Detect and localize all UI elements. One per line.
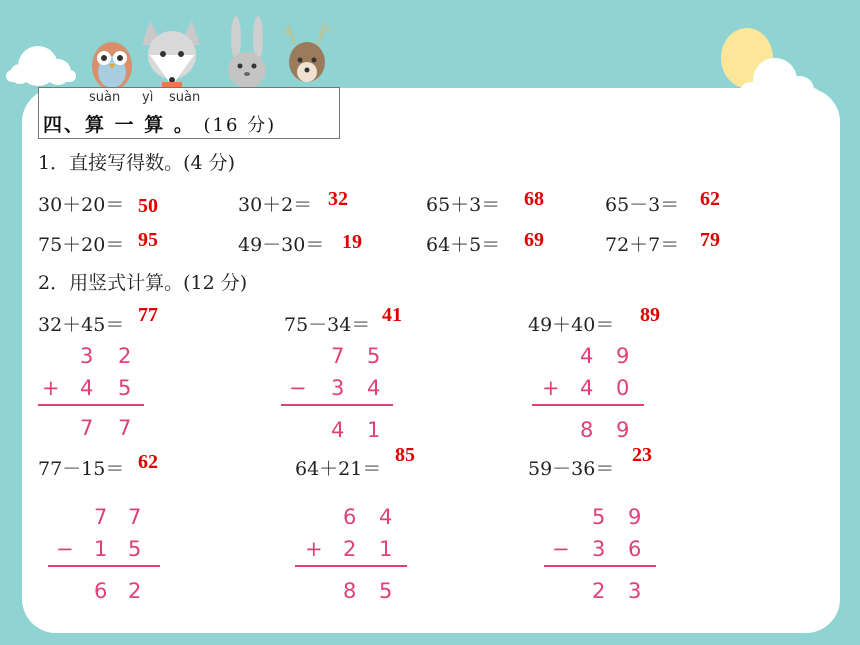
problem-text: 72＋7＝ xyxy=(605,234,680,256)
section1-title: 1．直接写得数。(4 分) xyxy=(38,152,236,174)
answer-text: 95 xyxy=(138,229,158,251)
operator-sign: − xyxy=(552,537,570,561)
rabbit-icon xyxy=(228,16,266,88)
digit: 6 xyxy=(343,505,357,529)
problem-text: 59－36＝ xyxy=(528,458,615,480)
answer-text: 89 xyxy=(640,304,660,326)
fox-icon xyxy=(142,20,200,88)
problem-text: 77－15＝ xyxy=(38,458,125,480)
owl-icon xyxy=(92,42,132,90)
problem-text: 30＋20＝ xyxy=(38,194,125,216)
section-score: (16 分) xyxy=(203,115,277,136)
digit: 2 xyxy=(592,579,606,603)
answer-text: 23 xyxy=(632,444,652,466)
problem-text: 64＋21＝ xyxy=(295,458,382,480)
operator-sign: + xyxy=(305,537,323,561)
digit: 3 xyxy=(80,344,94,368)
answer-text: 68 xyxy=(524,188,544,210)
answer-text: 62 xyxy=(138,451,158,473)
result-line xyxy=(38,404,144,406)
vertical-calculation xyxy=(530,497,666,607)
answer-text: 41 xyxy=(382,304,402,326)
vertical-calculation xyxy=(44,497,172,607)
problem-text: 49－30＝ xyxy=(238,234,325,256)
vertical-calculation xyxy=(518,342,650,446)
operator-sign: + xyxy=(42,376,60,400)
answer-text: 50 xyxy=(138,195,158,217)
digit: 3 xyxy=(592,537,606,561)
result-line xyxy=(532,404,644,406)
digit: 7 xyxy=(118,416,132,440)
problem-text: 75－34＝ xyxy=(284,314,371,336)
result-line xyxy=(544,565,656,567)
digit: 2 xyxy=(343,537,357,561)
section-title-text: 四、算 一 算 。 xyxy=(43,114,195,136)
digit: 0 xyxy=(616,376,630,400)
problem-text: 64＋5＝ xyxy=(426,234,501,256)
digit: 7 xyxy=(128,505,142,529)
problem-text: 32＋45＝ xyxy=(38,314,125,336)
digit: 3 xyxy=(331,376,345,400)
answer-text: 19 xyxy=(342,231,362,253)
digit: 9 xyxy=(628,505,642,529)
digit: 7 xyxy=(80,416,94,440)
section-title xyxy=(43,110,276,137)
digit: 5 xyxy=(128,537,142,561)
digit: 5 xyxy=(592,505,606,529)
digit: 5 xyxy=(367,344,381,368)
vertical-calculation xyxy=(273,342,415,446)
problem-text: 30＋2＝ xyxy=(238,194,313,216)
digit: 8 xyxy=(343,579,357,603)
digit: 7 xyxy=(94,505,108,529)
digit: 5 xyxy=(379,579,393,603)
digit: 6 xyxy=(94,579,108,603)
problem-text: 65－3＝ xyxy=(605,194,680,216)
section-header xyxy=(38,87,340,139)
operator-sign: + xyxy=(542,376,560,400)
digit: 3 xyxy=(628,579,642,603)
digit: 9 xyxy=(616,418,630,442)
digit: 8 xyxy=(580,418,594,442)
answer-text: 69 xyxy=(524,229,544,251)
digit: 9 xyxy=(616,344,630,368)
digit: 4 xyxy=(331,418,345,442)
result-line xyxy=(281,404,393,406)
digit: 1 xyxy=(379,537,393,561)
digit: 2 xyxy=(128,579,142,603)
operator-sign: − xyxy=(56,537,74,561)
pinyin-suan-1: suàn xyxy=(89,90,121,105)
deer-head xyxy=(289,42,325,82)
digit: 4 xyxy=(580,376,594,400)
cloud-icon xyxy=(6,46,76,86)
deer-icon xyxy=(283,22,331,45)
pinyin-yi: yì xyxy=(142,90,154,105)
answer-text: 32 xyxy=(328,188,348,210)
digit: 2 xyxy=(118,344,132,368)
digit: 4 xyxy=(80,376,94,400)
digit: 6 xyxy=(628,537,642,561)
problem-text: 49＋40＝ xyxy=(528,314,615,336)
digit: 4 xyxy=(379,505,393,529)
section2-title: 2．用竖式计算。(12 分) xyxy=(38,272,248,294)
pinyin-suan-2: suàn xyxy=(169,90,201,105)
digit: 1 xyxy=(94,537,108,561)
answer-text: 85 xyxy=(395,444,415,466)
problem-text: 65＋3＝ xyxy=(426,194,501,216)
problem-text: 75＋20＝ xyxy=(38,234,125,256)
digit: 4 xyxy=(580,344,594,368)
operator-sign: − xyxy=(289,376,307,400)
answer-text: 77 xyxy=(138,304,158,326)
vertical-calculation xyxy=(38,342,166,446)
answer-text: 79 xyxy=(700,229,720,251)
digit: 5 xyxy=(118,376,132,400)
digit: 4 xyxy=(367,376,381,400)
answer-text: 62 xyxy=(700,188,720,210)
digit: 7 xyxy=(331,344,345,368)
result-line xyxy=(295,565,407,567)
vertical-calculation xyxy=(293,497,429,607)
result-line xyxy=(48,565,160,567)
digit: 1 xyxy=(367,418,381,442)
